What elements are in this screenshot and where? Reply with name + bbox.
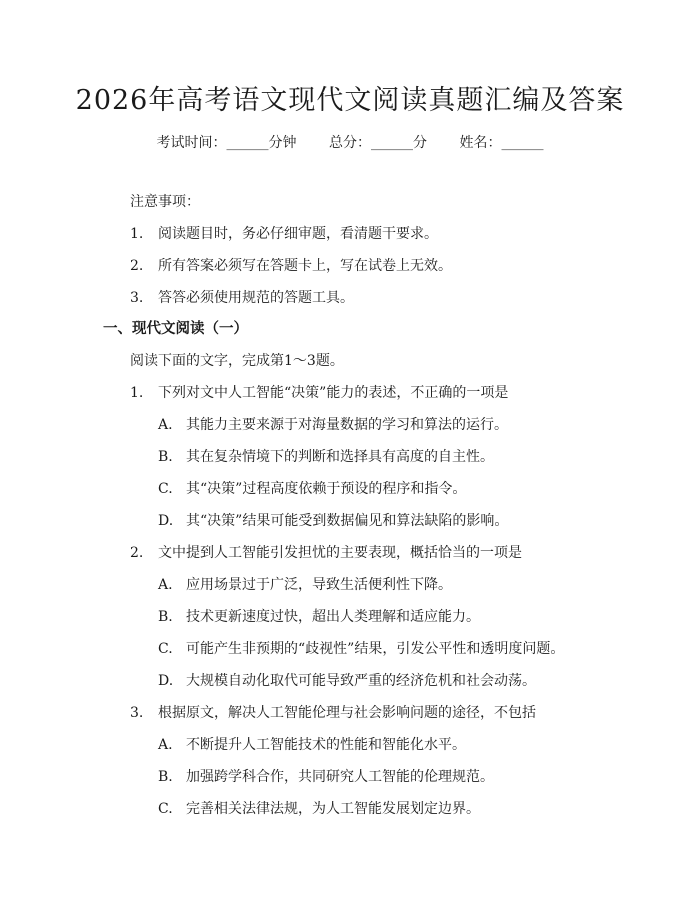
notice-text: 答答必须使用规范的答题工具。	[158, 290, 354, 306]
option-text: 其在复杂情境下的判断和选择具有高度的自主性。	[186, 449, 494, 465]
question-stem	[130, 384, 508, 402]
exam-time: 考试时间：______分钟	[156, 135, 297, 151]
notice-number: 1.	[130, 226, 144, 242]
answer-option	[158, 608, 480, 626]
answer-option	[158, 640, 564, 658]
option-label: D.	[158, 513, 174, 529]
section-heading: 一、现代文阅读（一）	[103, 320, 248, 337]
option-label: B.	[158, 769, 173, 785]
question-number: 1.	[130, 385, 144, 401]
exam-meta	[0, 132, 700, 152]
notice-heading: 注意事项：	[130, 194, 200, 210]
student-name: 姓名：______	[459, 135, 544, 151]
answer-option	[158, 736, 466, 754]
answer-option	[158, 448, 494, 466]
notice-item	[130, 257, 452, 275]
option-text: 大规模自动化取代可能导致严重的经济危机和社会动荡。	[186, 673, 536, 689]
answer-option	[158, 800, 480, 818]
notice-number: 3.	[130, 290, 144, 306]
option-text: 完善相关法律法规，为人工智能发展划定边界。	[186, 801, 480, 817]
section-instruction: 阅读下面的文字，完成第1～3题。	[130, 353, 344, 369]
question-text: 根据原文，解决人工智能伦理与社会影响问题的途径，不包括	[158, 705, 536, 721]
option-text: 其“决策”过程高度依赖于预设的程序和指令。	[186, 481, 467, 497]
notice-text: 阅读题目时，务必仔细审题，看清题干要求。	[158, 226, 438, 242]
answer-option	[158, 768, 494, 786]
question-text: 文中提到人工智能引发担忧的主要表现，概括恰当的一项是	[158, 545, 522, 561]
answer-option	[158, 416, 508, 434]
option-text: 其能力主要来源于对海量数据的学习和算法的运行。	[186, 417, 508, 433]
option-text: 其“决策”结果可能受到数据偏见和算法缺陷的影响。	[186, 513, 509, 529]
option-label: B.	[158, 609, 173, 625]
page-title: 2026年高考语文现代文阅读真题汇编及答案	[75, 85, 625, 116]
option-label: A.	[158, 737, 173, 753]
question-stem	[130, 704, 536, 722]
option-label: C.	[158, 801, 173, 817]
option-text: 加强跨学科合作，共同研究人工智能的伦理规范。	[186, 769, 494, 785]
answer-option	[158, 672, 536, 690]
notice-item	[130, 289, 354, 307]
question-stem	[130, 544, 522, 562]
option-label: B.	[158, 449, 173, 465]
notice-item	[130, 225, 438, 243]
answer-option	[158, 576, 452, 594]
answer-option	[158, 512, 508, 530]
option-label: C.	[158, 641, 173, 657]
question-number: 3.	[130, 705, 144, 721]
option-label: A.	[158, 577, 173, 593]
option-text: 不断提升人工智能技术的性能和智能化水平。	[186, 737, 466, 753]
answer-option	[158, 480, 466, 498]
total-score: 总分：______分	[329, 135, 427, 151]
option-label: D.	[158, 673, 174, 689]
question-number: 2.	[130, 545, 144, 561]
option-text: 应用场景过于广泛，导致生活便利性下降。	[186, 577, 452, 593]
option-text: 可能产生非预期的“歧视性”结果，引发公平性和透明度问题。	[186, 641, 565, 657]
option-text: 技术更新速度过快，超出人类理解和适应能力。	[186, 609, 480, 625]
option-label: A.	[158, 417, 173, 433]
question-text: 下列对文中人工智能“决策”能力的表述，不正确的一项是	[158, 385, 509, 401]
option-label: C.	[158, 481, 173, 497]
notice-number: 2.	[130, 258, 144, 274]
notice-text: 所有答案必须写在答题卡上，写在试卷上无效。	[158, 258, 452, 274]
